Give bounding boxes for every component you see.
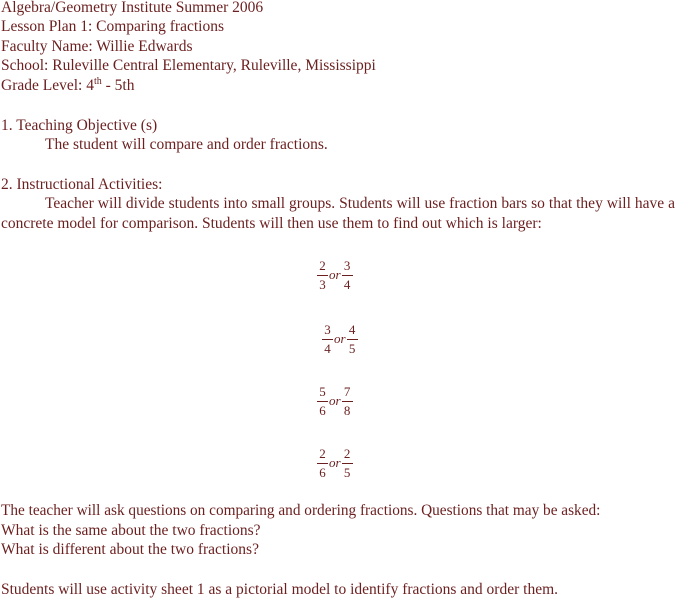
objective-heading: 1. Teaching Objective (s) (1, 117, 158, 134)
fraction (347, 323, 358, 356)
denominator: 8 (343, 402, 351, 418)
comparison-row (317, 255, 353, 295)
numerator: 3 (342, 259, 353, 276)
lesson-plan-title: Lesson Plan 1: Comparing fractions (1, 18, 224, 35)
numerator: 2 (342, 447, 353, 464)
or-word: or (329, 393, 341, 409)
institute-title: Algebra/Geometry Institute Summer 2006 (1, 0, 264, 16)
denominator: 4 (324, 340, 331, 356)
fraction (342, 385, 353, 418)
fraction (317, 447, 328, 480)
or-word: or (329, 455, 341, 471)
grade-level-superscript: th (93, 76, 102, 87)
denominator: 3 (319, 276, 326, 292)
activities-paragraph: Teacher will divide students into small groups. Students will use fraction bars so that they will have a concrete model for comparison. Students will then use them to find out which is larger: (1, 195, 675, 232)
comparison-row (317, 381, 353, 421)
numerator: 2 (317, 259, 328, 276)
faculty-name: Faculty Name: Willie Edwards (1, 38, 193, 55)
denominator: 5 (343, 464, 351, 480)
fraction (342, 259, 353, 292)
denominator: 4 (343, 276, 351, 292)
question-same: What is the same about the two fractions? (1, 522, 261, 539)
denominator: 6 (319, 464, 326, 480)
objective-text: The student will compare and order fractions. (45, 136, 328, 153)
or-word: or (334, 331, 346, 347)
grade-level-prefix: Grade Level: 4 (1, 77, 94, 94)
question-different: What is different about the two fractions? (1, 541, 259, 558)
numerator: 4 (347, 323, 358, 340)
fraction (342, 447, 353, 480)
numerator: 3 (322, 323, 333, 340)
closing-statement: Students will use activity sheet 1 as a pictorial model to identify fractions and order them. (1, 581, 559, 598)
denominator: 6 (319, 402, 326, 418)
fraction (317, 385, 328, 418)
or-word: or (329, 267, 341, 283)
grade-level-suffix: - 5th (101, 77, 135, 94)
numerator: 2 (317, 447, 328, 464)
denominator: 5 (348, 340, 356, 356)
numerator: 5 (317, 385, 328, 402)
activities-heading: 2. Instructional Activities: (1, 176, 163, 193)
numerator: 7 (342, 385, 353, 402)
school-name: School: Ruleville Central Elementary, Ruleville, Mississippi (1, 57, 376, 74)
questions-intro: The teacher will ask questions on comparing and ordering fractions. Questions that may be asked: (1, 502, 601, 519)
comparison-row (317, 443, 353, 483)
grade-level (1, 76, 134, 96)
comparison-row (322, 319, 358, 359)
fraction (322, 323, 333, 356)
fraction (317, 259, 328, 292)
